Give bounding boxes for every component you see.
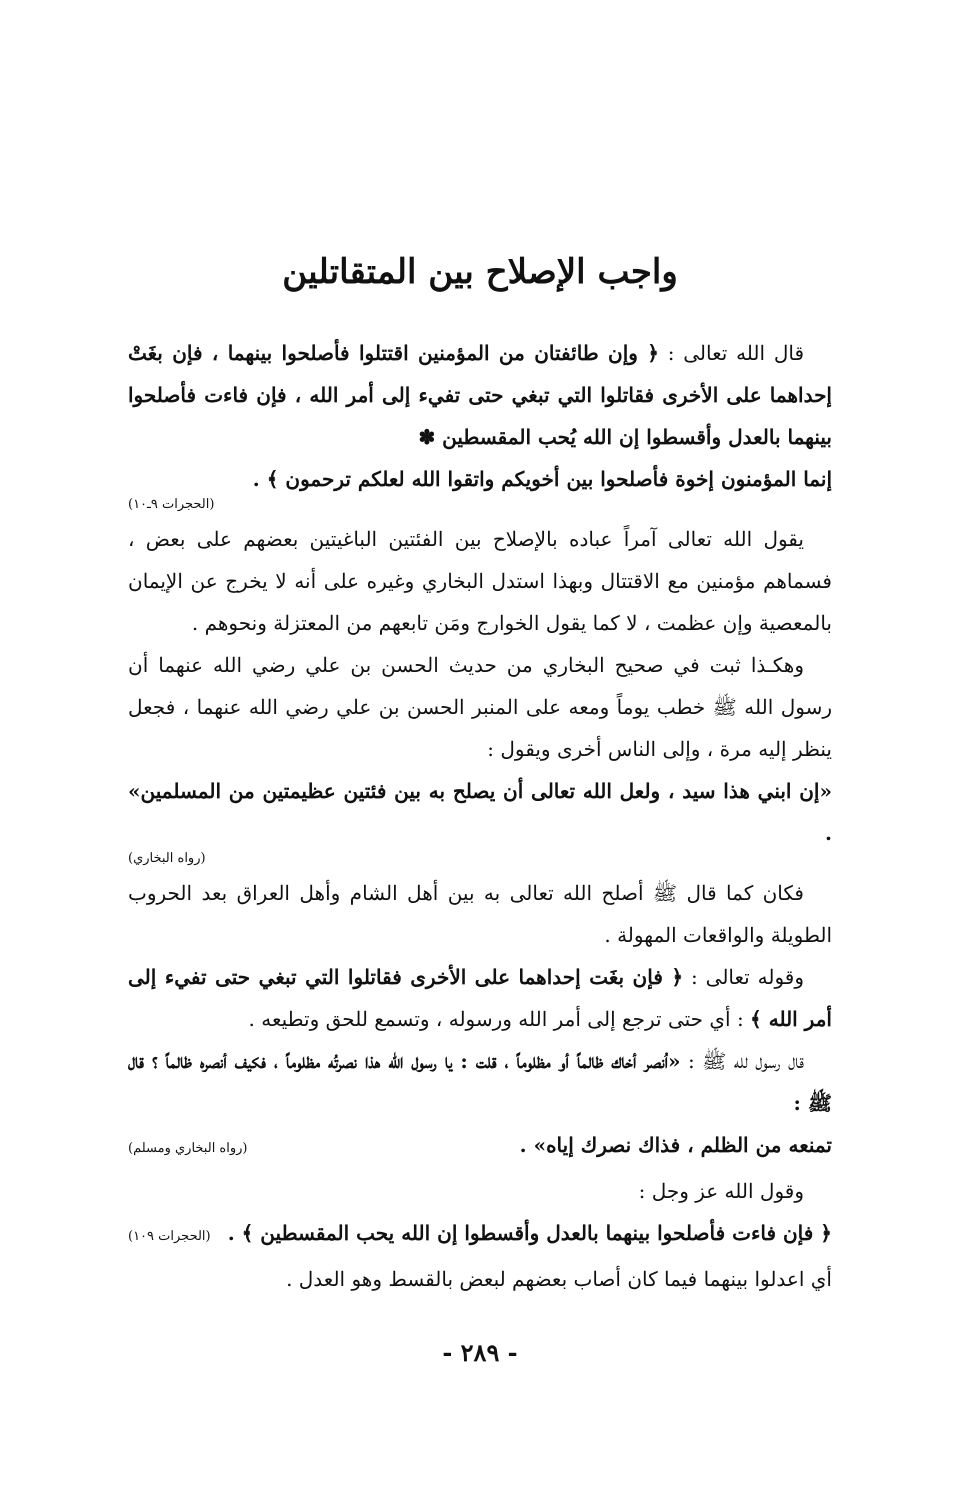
paragraph-3: فكان كما قال ﷺ أصلح الله تعالى به بين أهل الشام وأهل العراق بعد الحروب الطويلة والواقعات المهولة .	[128, 881, 832, 948]
paragraph-6-reference: (الحجرات ١٠٩)	[128, 1229, 211, 1245]
paragraph-6-verse: ﴿ فإن فاءت فأصلحوا بينهما بالعدل وأقسطوا إن الله يحب المقسطين ﴾ .	[227, 1221, 832, 1246]
paragraph-5-hadith-end: تمنعه من الظلم ، فذاك نصرك إياه» .	[519, 1133, 832, 1158]
hadith-1-reference: (رواه البخاري)	[128, 851, 206, 867]
paragraph-5-reference: (رواه البخاري ومسلم)	[128, 1141, 248, 1157]
page-title: واجب الإصلاح بين المتقاتلين	[282, 252, 678, 292]
verse-text-2: إنما المؤمنون إخوة فأصلحوا بين أخويكم واتقوا الله لعلكم ترحمون ﴾ .	[252, 467, 832, 492]
verse-reference: (الحجرات ٩ـ١٠)	[128, 497, 215, 513]
paragraph-5-end-row	[128, 1124, 832, 1170]
paragraph-4	[128, 956, 832, 1040]
paragraph-5-intro: قال رسول لله ﷺ :	[687, 1049, 804, 1074]
verse-intro: قال الله تعالى :	[667, 341, 805, 366]
paragraph-4-intro: وقوله تعالى :	[691, 965, 804, 990]
paragraph-5	[128, 1040, 832, 1124]
paragraph-1: يقول الله تعالى آمراً عباده بالإصلاح بين الفئتين الباغيتين بعضهم على بعض ، فسماهم مؤمنين مع الاقتتال وبهذا استدل البخاري وغيره على أنه لا يخرج عن الإيمان بالمعصية وإن عظمت ، لا كما يقول الخوارج ومَن تابعهم من المعتزلة ونحوهم .	[128, 527, 832, 636]
hadith-1: «إن ابني هذا سيد ، ولعل الله تعالى أن يصلح به بين فئتين عظيمتين من المسلمين» .	[128, 779, 832, 846]
paragraph-6-intro: وقول الله عز وجل :	[638, 1179, 804, 1204]
paragraph-6-row	[128, 1212, 832, 1258]
paragraph-2: وهكـذا ثبت في صحيح البخاري من حديث الحسن بن علي رضي الله عنهما أن رسول الله ﷺ خطب يوماً ومعه على المنبر الحسن بن علي رضي الله عنهما ، فجعل ينظر إليه مرة ، وإلى الناس أخرى ويقول :	[128, 653, 832, 762]
paragraph-4-verse: ﴿ فإن بغَت إحداهما على الأخرى فقاتلوا التي تبغي حتى تفيء إلى أمر الله ﴾	[128, 965, 832, 1032]
verse-text: ﴿ وإن طائفتان من المؤمنين اقتتلوا فأصلحوا بينهما ، فإن بغَتْ إحداهما على الأخرى فقاتلوا التي تبغي حتى تفيء إلى أمر الله ، فإن فاءت فأصلحوا بينهما بالعدل وأقسطوا إن الله يُحب المقسطين ✽	[128, 341, 832, 450]
page-number: - ٢٨٩ -	[442, 1338, 518, 1368]
paragraph-4-rest: : أي حتى ترجع إلى أمر الله ورسوله ، وتسمع للحق وتطيعه .	[248, 1007, 744, 1032]
paragraph-7: أي اعدلوا بينهما فيما كان أصاب بعضهم لبعض بالقسط وهو العدل .	[286, 1267, 832, 1292]
document-page	[128, 240, 832, 1367]
paragraph-5-hadith: «اُنصر أخاك ظالماً أو مظلوماً ، قلت : يا رسول الله هذا نصرتُه مظلوماً ، فكيف أنصره ظالماً ؟ قال ﷺ :	[128, 1049, 832, 1116]
verse-paragraph	[128, 332, 832, 458]
